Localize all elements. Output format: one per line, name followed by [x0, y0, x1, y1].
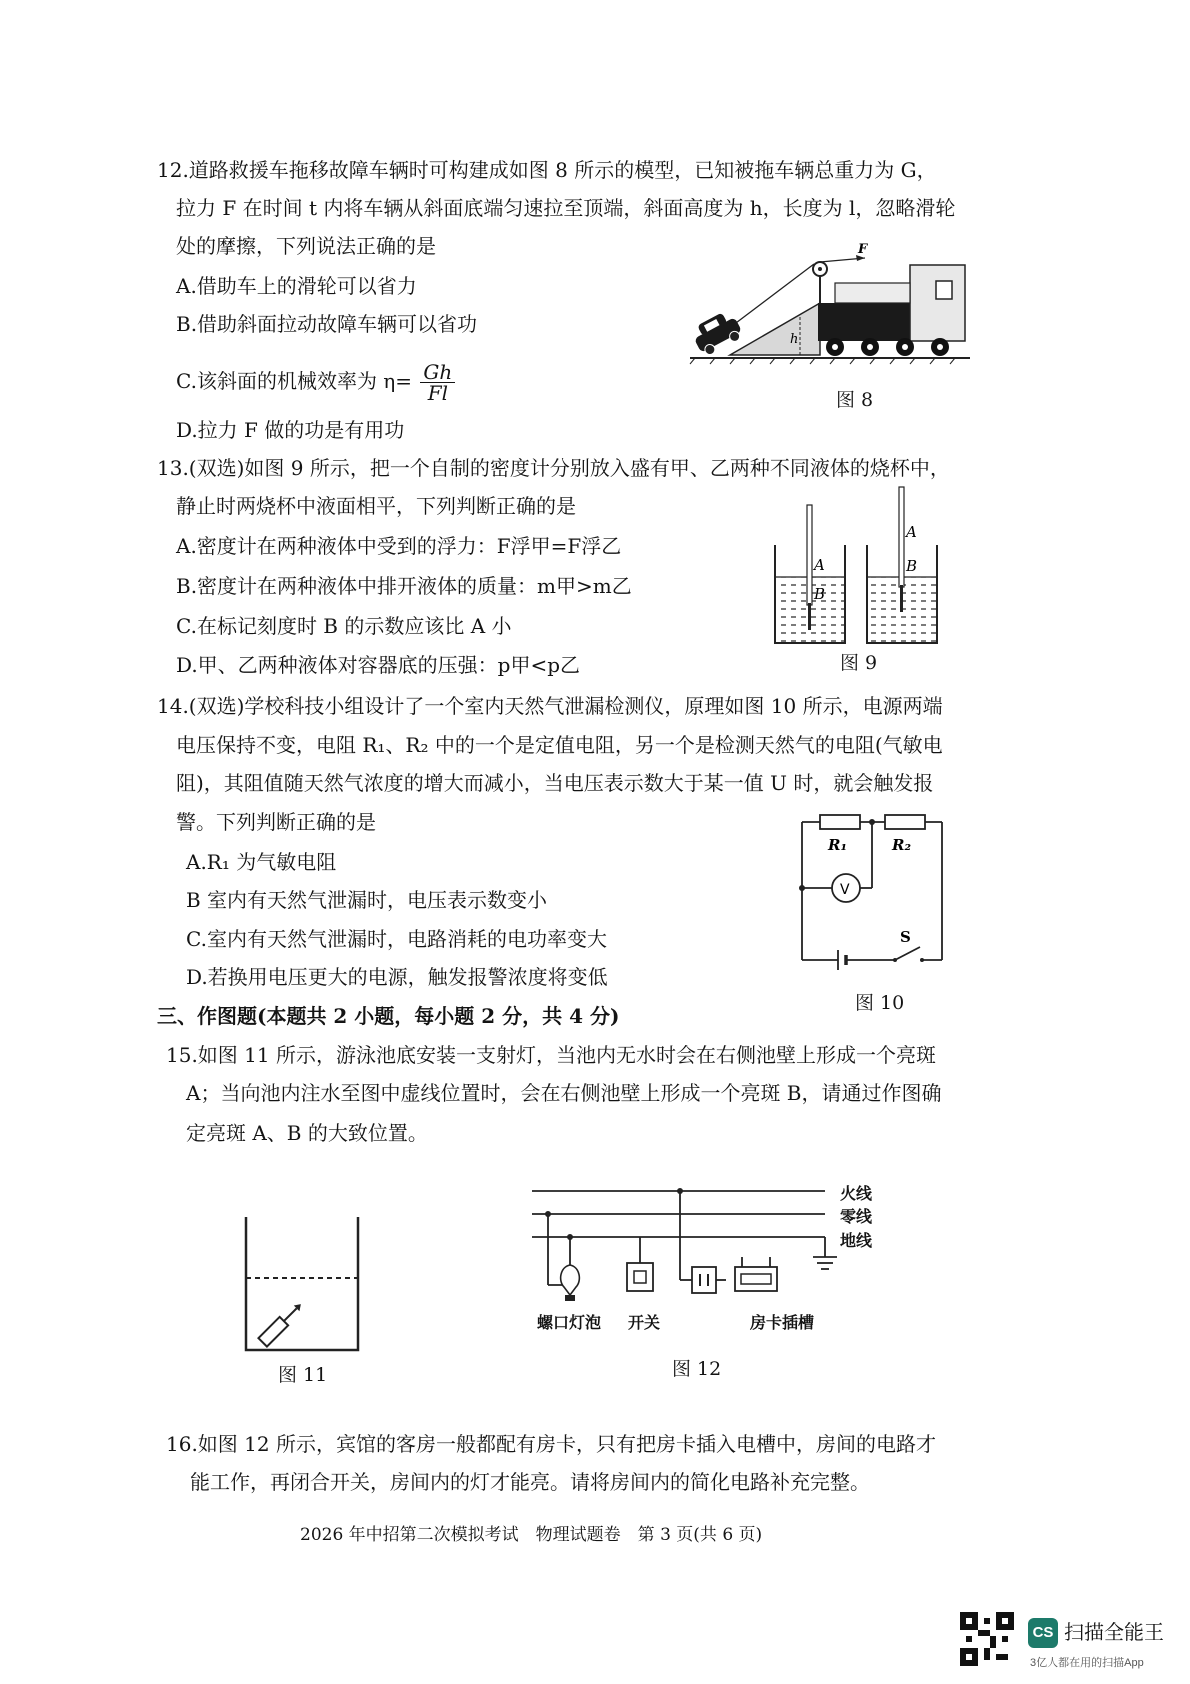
q12-stem-line2: 拉力 F 在时间 t 内将车辆从斜面底端匀速拉至顶端，斜面高度为 h，长度为 l，忽略滑轮: [176, 196, 956, 220]
figure-12-neutral-wire-label: 零线: [840, 1207, 873, 1226]
figure-8-caption: 图 8: [836, 389, 874, 411]
figure-9-caption: 图 9: [840, 652, 878, 674]
figure-9-right-label-a: A: [906, 523, 917, 541]
figure-12-card-slot-label: 房卡插槽: [750, 1313, 815, 1332]
figure-11-caption: 图 11: [278, 1364, 328, 1386]
q13-stem-line1: 13.(双选)如图 9 所示，把一个自制的密度计分别放入盛有甲、乙两种不同液体的烧杯中，: [157, 456, 950, 480]
q16-stem-line2: 能工作，再闭合开关，房间内的灯才能亮。请将房间内的简化电路补充完整。: [190, 1470, 870, 1494]
q12-stem-line3: 处的摩擦，下列说法正确的是: [176, 234, 436, 258]
figure-12-wiring: [530, 1185, 830, 1310]
q15-stem-line3: 定亮斑 A、B 的大致位置。: [186, 1121, 428, 1145]
figure-12-caption: 图 12: [672, 1358, 722, 1380]
q14-option-b: B 室内有天然气泄漏时，电压表示数变小: [186, 888, 548, 912]
camscanner-logo-icon: CS: [1028, 1618, 1058, 1648]
q14-stem-line1: 14.(双选)学校科技小组设计了一个室内天然气泄漏检测仪，原理如图 10 所示，电源两端: [157, 694, 943, 718]
figure-11-pool: [240, 1215, 370, 1355]
q14-option-a: A.R₁ 为气敏电阻: [186, 850, 337, 874]
q14-stem-line4: 警。下列判断正确的是: [176, 810, 376, 834]
q12-option-a: A.借助车上的滑轮可以省力: [176, 274, 417, 298]
figure-8-height-label: h: [790, 332, 799, 347]
figure-10-r1-label: R₁: [828, 836, 848, 854]
figure-10-caption: 图 10: [855, 992, 905, 1014]
section-3-heading: 三、作图题(本题共 2 小题，每小题 2 分，共 4 分): [157, 1004, 620, 1028]
q15-stem-line2: A；当向池内注水至图中虚线位置时，会在右侧池壁上形成一个亮斑 B，请通过作图确: [186, 1081, 942, 1105]
q14-stem-line2: 电压保持不变，电阻 R₁、R₂ 中的一个是定值电阻，另一个是检测天然气的电阻(气敏电: [176, 733, 943, 757]
q16-stem-line1: 16.如图 12 所示，宾馆的客房一般都配有房卡，只有把房卡插入电槽中，房间的电路才: [166, 1432, 936, 1456]
q14-option-c: C.室内有天然气泄漏时，电路消耗的电功率变大: [186, 927, 607, 951]
figure-8-force-label: F: [858, 242, 868, 257]
q13-option-b: B.密度计在两种液体中排开液体的质量：m甲>m乙: [176, 574, 632, 598]
q15-stem-line1: 15.如图 11 所示，游泳池底安装一支射灯，当池内无水时会在右侧池壁上形成一个亮斑: [166, 1043, 936, 1067]
figure-9-beakers: [770, 485, 950, 645]
figure-9-left-label-b: B: [814, 585, 826, 603]
q13-option-c: C.在标记刻度时 B 的示数应该比 A 小: [176, 614, 512, 638]
q12-stem-line1: 12.道路救援车拖移故障车辆时可构建成如图 8 所示的模型，已知被拖车辆总重力为 G，: [157, 158, 937, 182]
figure-9-right-label-b: B: [906, 557, 918, 575]
figure-9-left-label-a: A: [814, 556, 825, 574]
q12-option-b: B.借助斜面拉动故障车辆可以省功: [176, 312, 478, 336]
camscanner-app-name: 扫描全能王: [1064, 1622, 1164, 1644]
figure-12-ground-wire-label: 地线: [840, 1231, 873, 1250]
figure-10-r2-label: R₂: [892, 836, 912, 854]
camscanner-tagline: 3亿人都在用的扫描App: [1030, 1657, 1144, 1669]
qr-code-icon: [960, 1612, 1014, 1666]
q14-option-d: D.若换用电压更大的电源，触发报警浓度将变低: [186, 965, 608, 989]
figure-12-switch-label: 开关: [628, 1313, 661, 1332]
page-footer: 2026 年中招第二次模拟考试 物理试题卷 第 3 页(共 6 页): [300, 1525, 763, 1545]
figure-10-switch-label: S: [900, 928, 911, 946]
q13-option-a: A.密度计在两种液体中受到的浮力：F浮甲=F浮乙: [176, 534, 622, 558]
q12-option-c: [176, 362, 455, 403]
q13-stem-line2: 静止时两烧杯中液面相平，下列判断正确的是: [176, 494, 576, 518]
q12-fraction-numerator: Gh: [420, 362, 455, 383]
q12-fraction-denominator: Fl: [427, 381, 448, 405]
q12-option-c-prefix: C.该斜面的机械效率为 η=: [176, 369, 413, 393]
figure-12-bulb-label: 螺口灯泡: [537, 1313, 602, 1332]
figure-8-tow-truck: [690, 242, 970, 365]
figure-10-voltmeter-label: V: [840, 882, 850, 898]
q13-option-d: D.甲、乙两种液体对容器底的压强：p甲<p乙: [176, 653, 581, 677]
figure-10-circuit: [800, 810, 950, 965]
q12-efficiency-fraction: [420, 362, 455, 403]
q12-option-d: D.拉力 F 做的功是有用功: [176, 418, 405, 442]
q14-stem-line3: 阻)，其阻值随天然气浓度的增大而减小，当电压表示数大于某一值 U 时，就会触发报: [176, 771, 934, 795]
figure-12-live-wire-label: 火线: [840, 1184, 873, 1203]
